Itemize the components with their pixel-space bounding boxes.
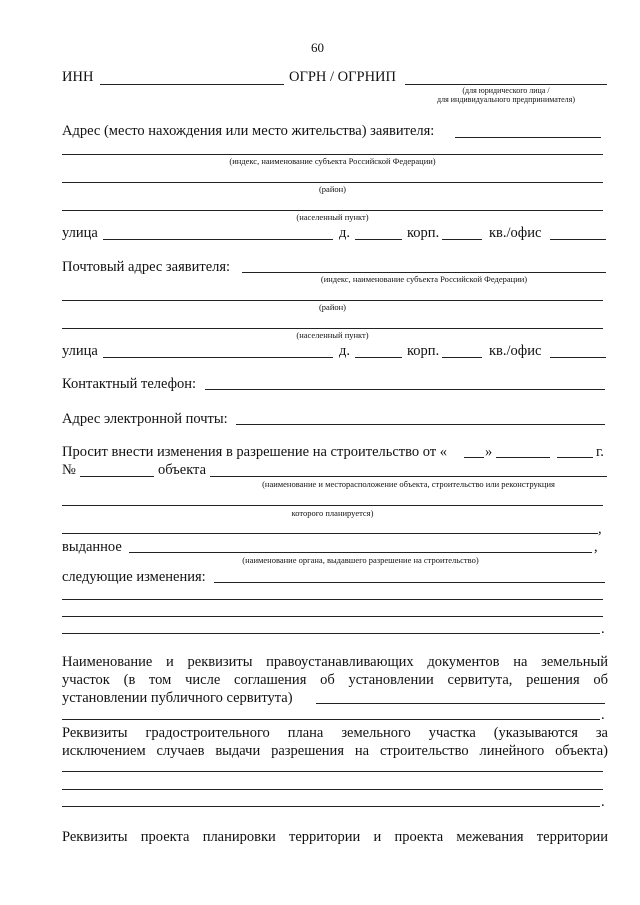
- object-field-3[interactable]: [62, 533, 598, 534]
- issuer-field[interactable]: [129, 552, 592, 553]
- applicant-region-field[interactable]: [62, 154, 603, 155]
- postal-address-label: Почтовый адрес заявителя:: [62, 259, 231, 275]
- object-comma: ,: [598, 521, 602, 537]
- ogrn-label: ОГРН / ОГРНИП: [289, 69, 397, 85]
- object-field-2[interactable]: [62, 505, 603, 506]
- gradplan-field-3[interactable]: [62, 806, 600, 807]
- permit-number-field[interactable]: [80, 476, 154, 477]
- postal-street-field[interactable]: [103, 357, 333, 358]
- gradplan-line-1: Реквизиты градостроительного плана земельного участка (указываются за: [62, 725, 608, 741]
- applicant-address-field[interactable]: [455, 137, 601, 138]
- permit-day-field[interactable]: [464, 457, 484, 458]
- postal-apartment-label: кв./офис: [489, 343, 542, 359]
- changes-field-4[interactable]: [62, 633, 600, 634]
- changes-field[interactable]: [214, 582, 605, 583]
- email-field[interactable]: [236, 424, 605, 425]
- planning-line-1: Реквизиты проекта планировки территории и проекта межевания территории: [62, 829, 608, 845]
- postal-address-field[interactable]: [242, 272, 606, 273]
- changes-label: следующие изменения:: [62, 569, 206, 585]
- land-docs-field[interactable]: [316, 703, 605, 704]
- phone-label: Контактный телефон:: [62, 376, 197, 392]
- postal-house-field[interactable]: [355, 357, 402, 358]
- inn-field[interactable]: [100, 84, 284, 85]
- ogrn-hint-2: для индивидуального предпринимателя): [437, 95, 575, 104]
- ogrn-hint: (для юридического лица /: [462, 86, 550, 95]
- gradplan-field-2[interactable]: [62, 789, 603, 790]
- applicant-apartment-field[interactable]: [550, 239, 606, 240]
- page-number: 60: [311, 40, 324, 55]
- applicant-building-field[interactable]: [442, 239, 482, 240]
- phone-field[interactable]: [205, 389, 605, 390]
- object-hint: (наименование и месторасположение объекта, строительство или реконструкция: [262, 479, 555, 489]
- postal-index-hint: (индекс, наименование субъекта Российской Федерации): [320, 274, 528, 284]
- permit-year-field[interactable]: [557, 457, 593, 458]
- ogrn-field[interactable]: [405, 84, 607, 85]
- year-suffix: г.: [596, 444, 604, 460]
- postal-street-label: улица: [62, 343, 98, 359]
- quote-close: »: [485, 444, 493, 460]
- applicant-settlement-hint: (населенный пункт): [296, 212, 369, 222]
- changes-field-3[interactable]: [62, 616, 603, 617]
- postal-settlement-field[interactable]: [62, 328, 603, 329]
- object-label: объекта: [158, 462, 207, 478]
- land-docs-line-3: установлении публичного сервитута): [62, 690, 293, 706]
- email-label: Адрес электронной почты:: [62, 411, 228, 427]
- applicant-street-label: улица: [62, 225, 98, 241]
- postal-district-hint: (район): [318, 302, 347, 312]
- gradplan-line-2: исключением случаев выдачи разрешения на строительство линейного объекта): [62, 743, 608, 759]
- land-docs-period: .: [601, 707, 605, 723]
- applicant-building-label: корп.: [407, 225, 440, 241]
- applicant-district-hint: (район): [318, 184, 347, 194]
- postal-district-field[interactable]: [62, 300, 603, 301]
- applicant-house-field[interactable]: [355, 239, 402, 240]
- postal-settlement-hint: (населенный пункт): [296, 330, 369, 340]
- applicant-street-field[interactable]: [103, 239, 333, 240]
- applicant-address-label: Адрес (место нахождения или место жительства) заявителя:: [62, 123, 435, 139]
- permit-month-field[interactable]: [496, 457, 550, 458]
- applicant-apartment-label: кв./офис: [489, 225, 542, 241]
- land-docs-field-2[interactable]: [62, 719, 600, 720]
- land-docs-line-1: Наименование и реквизиты правоустанавливающих документов на земельный: [62, 654, 608, 670]
- postal-building-label: корп.: [407, 343, 440, 359]
- gradplan-period: .: [601, 794, 605, 810]
- postal-building-field[interactable]: [442, 357, 482, 358]
- postal-apartment-field[interactable]: [550, 357, 606, 358]
- number-sign: №: [62, 462, 76, 478]
- applicant-index-hint: (индекс, наименование субъекта Российской Федерации): [229, 156, 436, 166]
- changes-field-2[interactable]: [62, 599, 603, 600]
- object-field[interactable]: [210, 476, 607, 477]
- changes-period: .: [601, 621, 605, 637]
- issuer-hint: (наименование органа, выдавшего разрешение на строительство): [242, 555, 479, 565]
- issued-label: выданное: [62, 539, 122, 555]
- inn-label: ИНН: [62, 69, 94, 85]
- applicant-settlement-field[interactable]: [62, 210, 603, 211]
- gradplan-field[interactable]: [62, 771, 603, 772]
- object-hint-2: которого планируется): [291, 508, 374, 518]
- issuer-comma: ,: [594, 539, 598, 555]
- applicant-house-label: д.: [339, 225, 351, 241]
- applicant-district-field[interactable]: [62, 182, 603, 183]
- land-docs-line-2: участок (в том числе соглашения об установлении сервитута, решения об: [62, 672, 608, 688]
- postal-house-label: д.: [339, 343, 351, 359]
- request-label: Просит внести изменения в разрешение на строительство от «: [62, 444, 448, 460]
